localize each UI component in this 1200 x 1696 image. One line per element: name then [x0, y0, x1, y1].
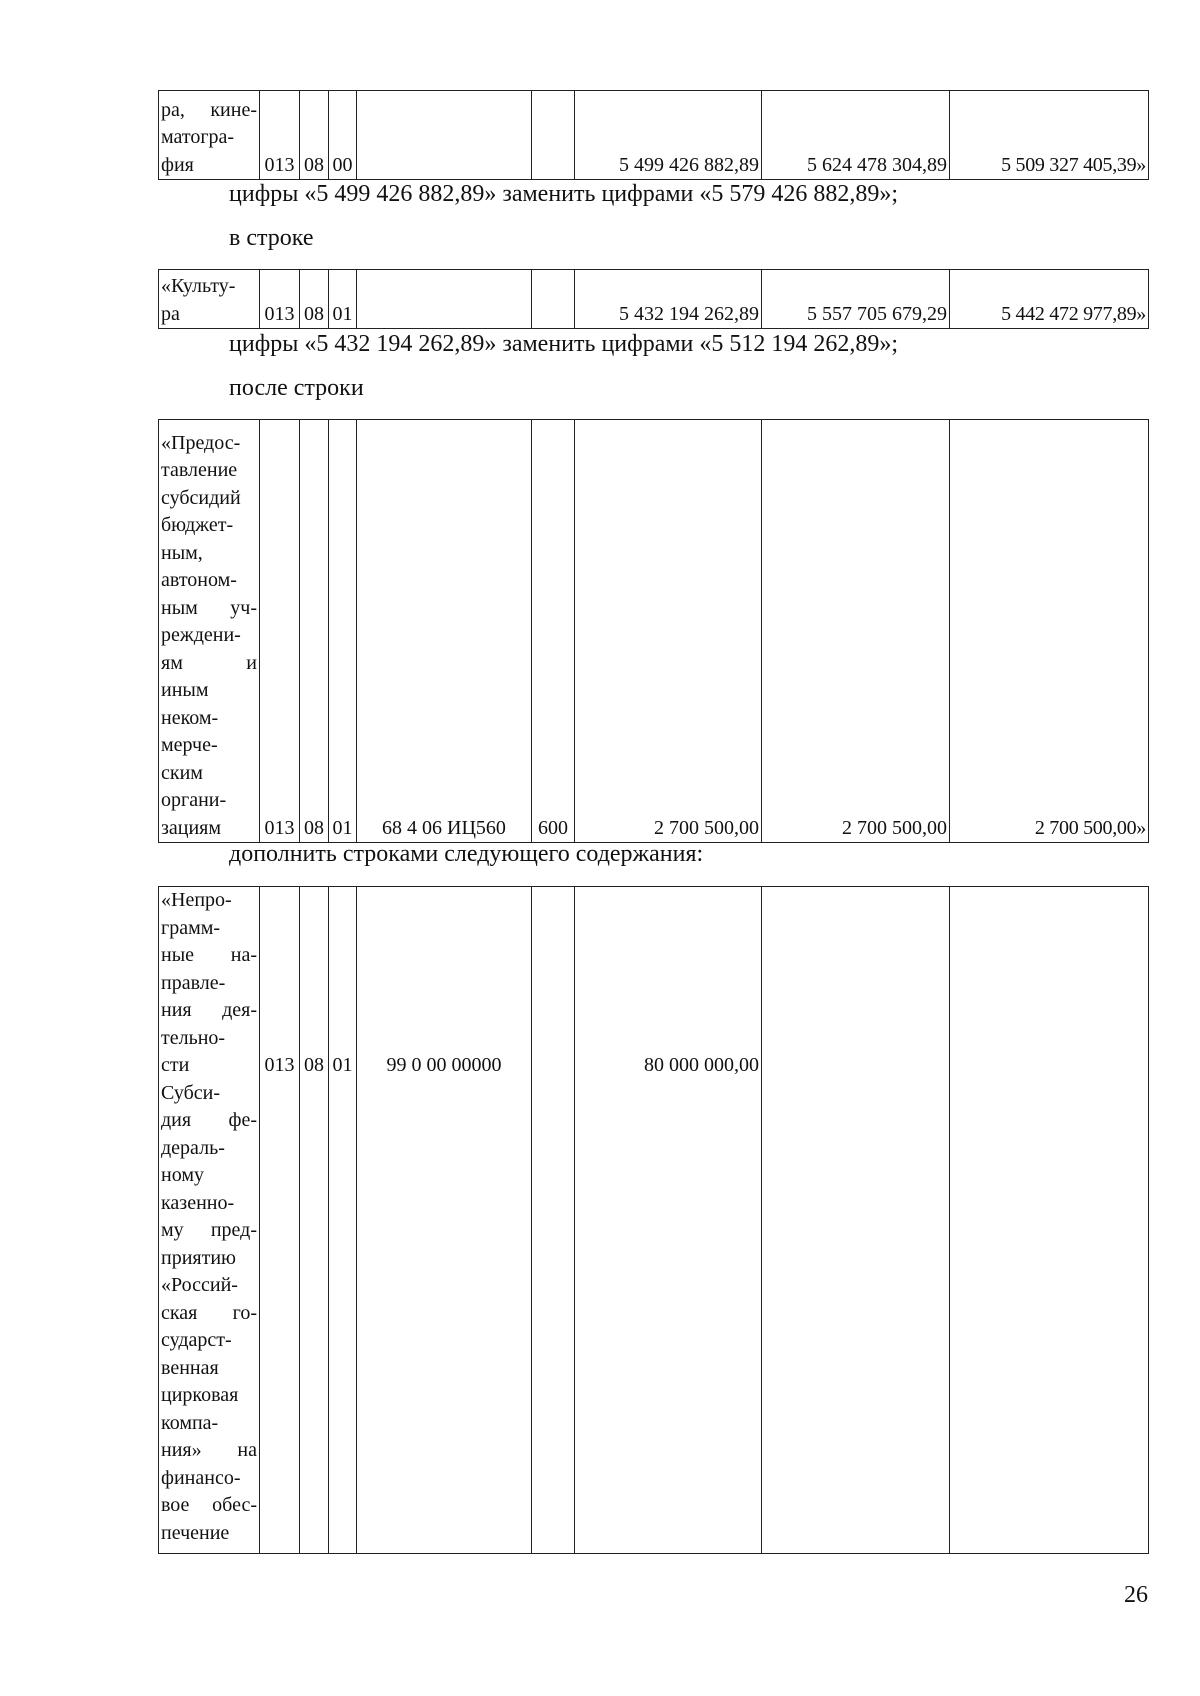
budget-table-circus-subsidy — [158, 886, 1149, 1554]
row-name-cell: «Непро- грамм- ные на- правле- ния дея- тельно- сти Субси- дия фе- дераль- ному казенно- му пред- приятию «Россий- ская го- сударст- венная цирковая компа- ния» на финансо- вое обес- печение — [159, 887, 260, 1554]
paragraph-replace-2: цифры «5 432 194 262,89» заменить цифрами «5 512 194 262,89»; — [229, 331, 899, 357]
pr-code-cell: 00 — [329, 91, 357, 180]
csr-code-cell: 68 4 06 ИЦ560 — [357, 420, 532, 843]
pr-code-cell: 01 — [329, 887, 357, 1554]
table-row — [159, 91, 1149, 180]
csr-code-cell — [357, 91, 532, 180]
paragraph-after-row: после строки — [229, 375, 364, 401]
sum-cell-2: 2 700 500,00 — [762, 420, 950, 843]
pr-code-cell: 01 — [329, 270, 357, 329]
paragraph-add-rows: дополнить строками следующего содержания: — [229, 841, 704, 867]
sum-cell-2: 5 624 478 304,89 — [762, 91, 950, 180]
gr-code-cell: 013 — [260, 270, 300, 329]
budget-table-subsidies — [158, 419, 1149, 843]
pr-code-cell: 01 — [329, 420, 357, 843]
paragraph-replace-1: цифры «5 499 426 882,89» заменить цифрами «5 579 426 882,89»; — [229, 181, 899, 207]
vr-code-cell — [532, 270, 575, 329]
sum-cell-1: 5 499 426 882,89 — [575, 91, 762, 180]
sum-cell-2: 5 557 705 679,29 — [762, 270, 950, 329]
vr-code-cell: 600 — [532, 420, 575, 843]
sum-cell-3: 5 509 327 405,39» — [950, 91, 1149, 180]
sum-cell-1: 5 432 194 262,89 — [575, 270, 762, 329]
paragraph-in-row: в строке — [229, 225, 314, 251]
sum-cell-1: 2 700 500,00 — [575, 420, 762, 843]
rz-code-cell: 08 — [300, 420, 329, 843]
table-row — [159, 420, 1149, 843]
sum-cell-3: 5 442 472 977,89» — [950, 270, 1149, 329]
row-name-cell: «Культу- ра — [159, 270, 260, 329]
sum-cell-3 — [950, 887, 1149, 1554]
sum-cell-1: 80 000 000,00 — [575, 887, 762, 1554]
rz-code-cell: 08 — [300, 270, 329, 329]
table-row — [159, 887, 1149, 1554]
row-name-cell: ра, кине- матогра- фия — [159, 91, 260, 180]
budget-table-cinematography — [158, 90, 1149, 180]
gr-code-cell: 013 — [260, 91, 300, 180]
table-row — [159, 270, 1149, 329]
vr-code-cell — [532, 91, 575, 180]
rz-code-cell: 08 — [300, 887, 329, 1554]
csr-code-cell — [357, 270, 532, 329]
sum-cell-2 — [762, 887, 950, 1554]
budget-table-culture — [158, 269, 1149, 329]
page-number: 26 — [1124, 1582, 1148, 1608]
csr-code-cell: 99 0 00 00000 — [357, 887, 532, 1554]
gr-code-cell: 013 — [260, 420, 300, 843]
row-name-cell: «Предос- тавление субсидий бюджет- ным, автоном- ным уч- реждени- ям и иным неком- мерче- ским органи- зациям — [159, 420, 260, 843]
vr-code-cell — [532, 887, 575, 1554]
gr-code-cell: 013 — [260, 887, 300, 1554]
rz-code-cell: 08 — [300, 91, 329, 180]
sum-cell-3: 2 700 500,00» — [950, 420, 1149, 843]
